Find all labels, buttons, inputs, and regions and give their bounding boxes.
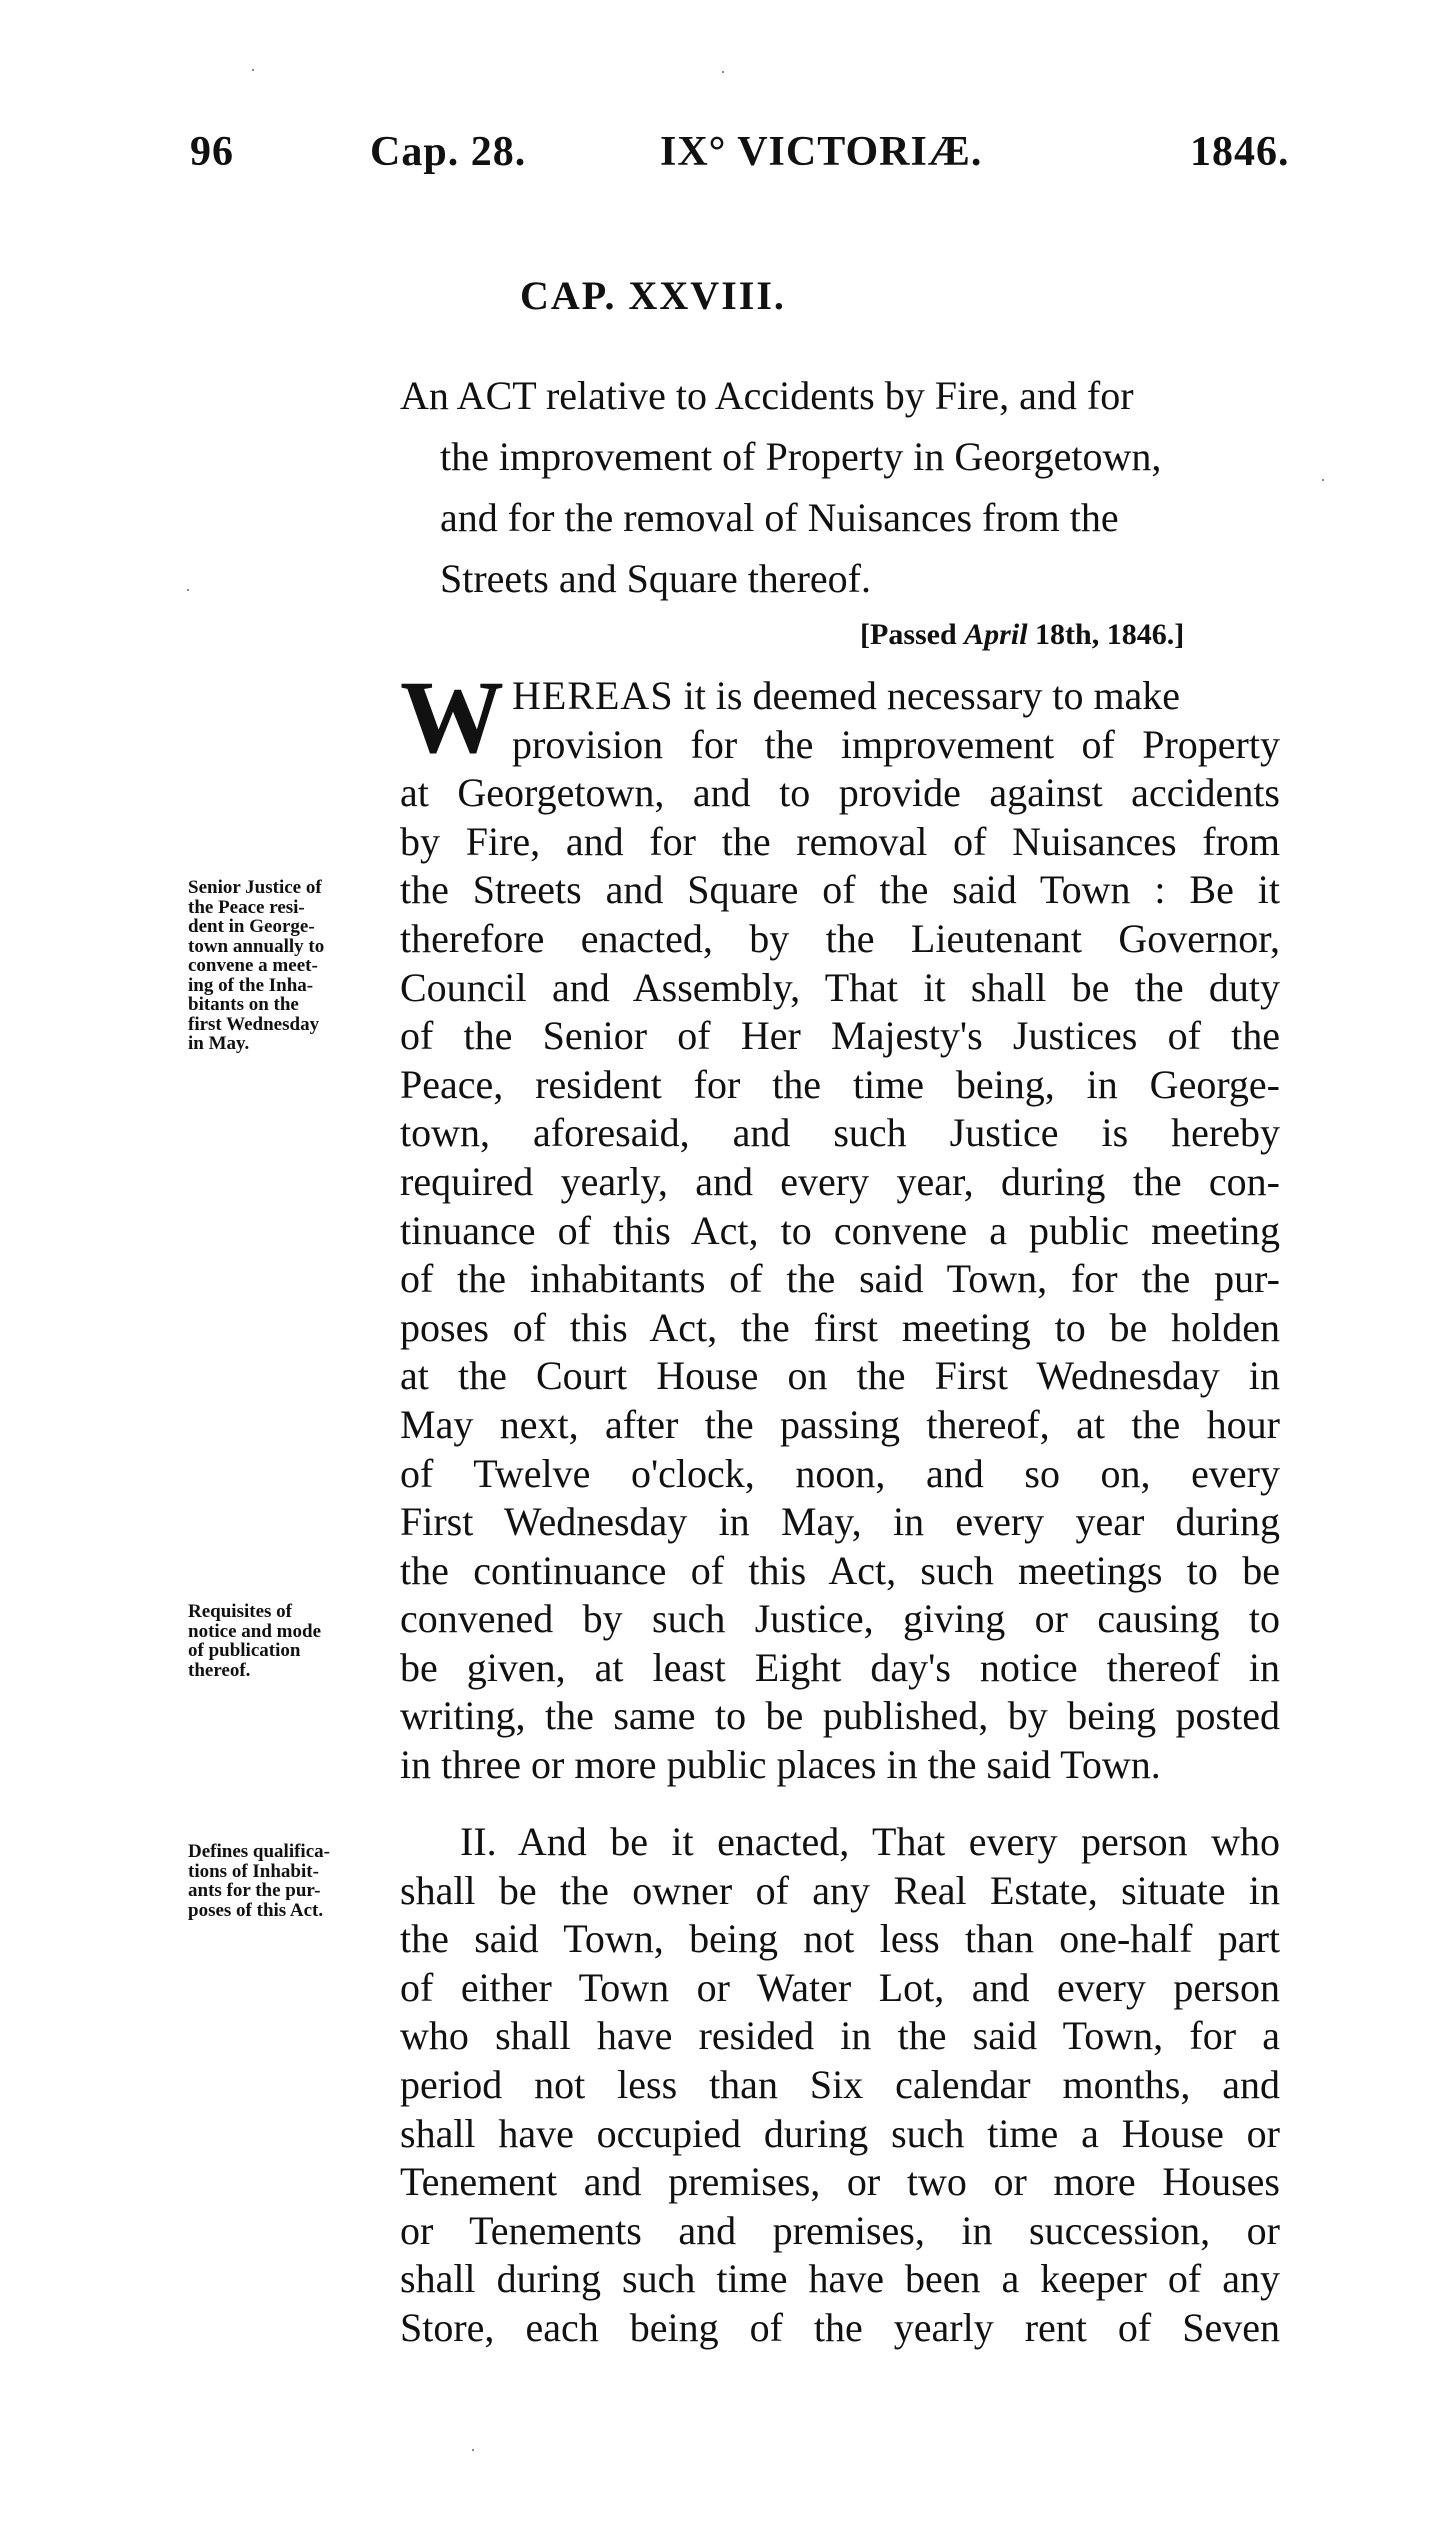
page-header	[190, 128, 1300, 188]
scan-speck: ·	[470, 2440, 476, 2460]
paragraph-line: be given, at least Eight day's notice thereof in	[400, 1644, 1280, 1690]
first-line-rest: it is deemed necessary to make	[673, 673, 1181, 718]
side-note-line: dent in George-	[188, 916, 315, 937]
section-two-paragraph	[400, 1818, 1280, 2353]
header-year: 1846.	[1190, 129, 1290, 175]
preamble-paragraph	[400, 660, 1280, 1790]
scan-speck: ·	[185, 580, 191, 600]
scan-speck: ·	[250, 60, 256, 80]
paragraph-line: of the inhabitants of the said Town, for the pur-	[400, 1256, 1280, 1302]
act-title	[400, 365, 1300, 609]
paragraph-line: Peace, resident for the time being, in George-	[400, 1061, 1280, 1107]
act-title-line: and for the removal of Nuisances from the	[440, 495, 1119, 540]
drop-cap: W	[400, 660, 504, 775]
passed-month: April	[964, 618, 1028, 651]
paragraph-line: Tenement and premises, or two or more Houses	[400, 2159, 1280, 2205]
side-note-line: convene a meet-	[188, 955, 318, 976]
scan-speck: ·	[1320, 470, 1326, 490]
paragraph-line: shall have occupied during such time a House or	[400, 2110, 1280, 2156]
side-note-line: Defines qualifica-	[188, 1841, 330, 1862]
side-note-line: ants for the pur-	[188, 1880, 321, 1901]
side-note-line: of publication	[188, 1640, 301, 1661]
act-title-line: the improvement of Property in Georgetown,	[440, 434, 1162, 479]
passed-date	[860, 618, 1280, 652]
paragraph-line: of the Senior of Her Majesty's Justices of the	[400, 1013, 1280, 1059]
side-note-line: first Wednesday	[188, 1013, 320, 1035]
paragraph-line: therefore enacted, by the Lieutenant Governor,	[400, 915, 1280, 961]
paragraph-line: poses of this Act, the first meeting to be holden	[400, 1304, 1280, 1350]
cap-title: CAP. XXVIII.	[520, 273, 786, 318]
paragraph-line: by Fire, and for the removal of Nuisances from	[400, 818, 1280, 864]
act-title-line: Streets and Square thereof.	[440, 556, 871, 601]
paragraph-line: writing, the same to be published, by being posted	[400, 1693, 1280, 1739]
page-number: 96	[190, 129, 234, 175]
paragraph-line: of Twelve o'clock, noon, and so on, every	[400, 1450, 1280, 1496]
side-note-line: poses of this Act.	[188, 1899, 324, 1921]
paragraph-line: May next, after the passing thereof, at the hour	[400, 1401, 1280, 1447]
paragraph-line: required yearly, and every year, during the con-	[400, 1158, 1280, 1204]
side-note-line: Requisites of	[188, 1601, 292, 1622]
side-note-line: town annually to	[188, 935, 325, 957]
paragraph-line: of either Town or Water Lot, and every person	[400, 1964, 1280, 2010]
chapter-ref: Cap. 28.	[370, 129, 527, 175]
paragraph-line: at the Court House on the First Wednesday in	[400, 1353, 1280, 1399]
paragraph-line: at Georgetown, and to provide against accidents	[400, 770, 1280, 816]
side-note-line: bitants on the	[188, 994, 299, 1015]
paragraph-line: II. And be it enacted, That every person who	[460, 1819, 1280, 1864]
paragraph-line: the Streets and Square of the said Town : Be it	[400, 867, 1280, 913]
paragraph-line: Council and Assembly, That it shall be the duty	[400, 964, 1280, 1010]
act-title-line: An ACT relative to Accidents by Fire, and for	[400, 373, 1134, 418]
side-note-notice	[188, 1602, 398, 1680]
paragraph-line: provision for the improvement of Property	[512, 721, 1280, 767]
paragraph-line: the said Town, being not less than one-half part	[400, 1916, 1280, 1962]
passed-rest: 18th, 1846.]	[1027, 618, 1185, 651]
paragraph-line: who shall have resided in the said Town, for a	[400, 2013, 1280, 2059]
side-note-senior-justice	[188, 878, 398, 1054]
side-note-line: ing of the Inha-	[188, 974, 314, 996]
side-note-line: Senior Justice of	[188, 877, 322, 898]
side-note-qualifications	[188, 1842, 398, 1920]
paragraph-line: First Wednesday in May, in every year during	[400, 1499, 1280, 1545]
side-note-line: in May.	[188, 1033, 250, 1054]
paragraph-line: in three or more public places in the said Town.	[400, 1742, 1161, 1788]
paragraph-line: tinuance of this Act, to convene a public meeting	[400, 1207, 1280, 1253]
paragraph-line: town, aforesaid, and such Justice is hereby	[400, 1110, 1280, 1156]
first-word-rest: HEREAS	[512, 673, 674, 718]
paragraph-line: convened by such Justice, giving or causing to	[400, 1596, 1280, 1642]
paragraph-line: period not less than Six calendar months, and	[400, 2061, 1280, 2107]
paragraph-line: shall during such time have been a keeper of any	[400, 2256, 1280, 2302]
side-note-line: the Peace resi-	[188, 896, 305, 918]
paragraph-line: Store, each being of the yearly rent of Seven	[400, 2304, 1280, 2350]
reign-ref: IX° VICTORIÆ.	[660, 129, 983, 175]
paragraph-line: shall be the owner of any Real Estate, situate in	[400, 1867, 1280, 1913]
paragraph-line: or Tenements and premises, in succession, or	[400, 2207, 1280, 2253]
paragraph-line	[400, 672, 1280, 721]
paragraph-line: the continuance of this Act, such meetings to be	[400, 1547, 1280, 1593]
scan-speck: ·	[720, 62, 726, 82]
side-note-line: notice and mode	[188, 1620, 321, 1642]
side-note-line: tions of Inhabit-	[188, 1860, 319, 1882]
side-note-line: thereof.	[188, 1659, 251, 1681]
passed-prefix: [Passed	[860, 618, 965, 651]
